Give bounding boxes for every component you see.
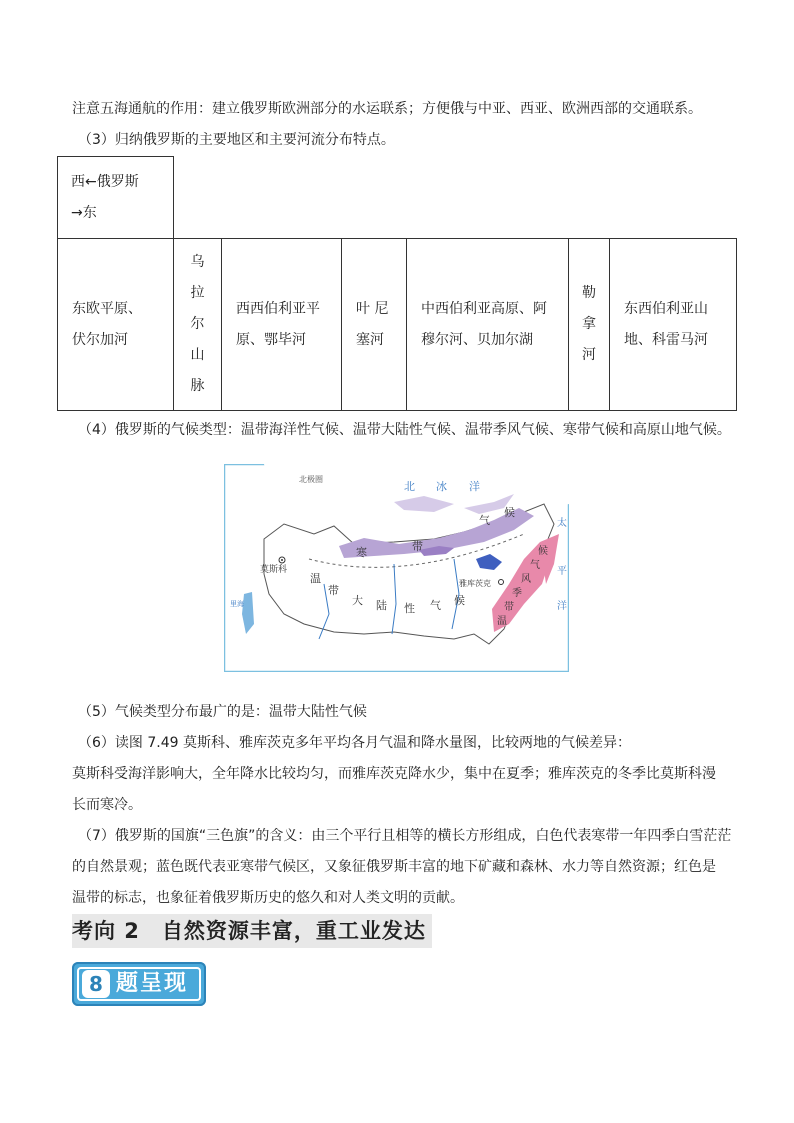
cell-char: 山 <box>190 347 205 363</box>
climate-label: 温 <box>497 616 507 627</box>
table-header-cell <box>58 157 174 239</box>
cell-text: 叶 尼 <box>356 300 389 317</box>
cell-char: 勒 <box>582 285 596 301</box>
cell-text: 地、科雷马河 <box>624 331 708 348</box>
yakutsk-label: 雅库茨克 <box>459 579 491 588</box>
cell-char: 脉 <box>190 378 205 394</box>
climate-label: 性 <box>404 603 415 615</box>
q7-line1: （7）俄罗斯的国旗“三色旗”的含义：由三个平行且相等的横长方形组成，白色代表寒带一年四季白雪茫茫 <box>78 828 732 844</box>
q5-line: （5）气候类型分布最广的是：温带大陆性气候 <box>78 704 367 720</box>
cell-text: 东西伯利亚山 <box>624 300 708 317</box>
moscow-label: 莫斯科 <box>260 564 288 574</box>
table-header-line2: →东 <box>71 204 97 221</box>
q6-line: （6）读图 7.49 莫斯科、雅库茨克多年平均各月气温和降水量图，比较两地的气候差异： <box>78 735 631 751</box>
ocean-label: 平 <box>557 566 567 577</box>
cell-char: 尔 <box>190 316 205 332</box>
cell-lena <box>569 239 610 411</box>
cell-text: 中西伯利亚高原、阿 <box>421 300 547 317</box>
ocean-label: 洋 <box>557 601 567 612</box>
climate-label: 气 <box>430 600 441 612</box>
climate-label: 气 <box>479 515 490 527</box>
cell-char: 拿 <box>582 316 596 332</box>
cell-ural <box>174 239 222 411</box>
question-badge <box>72 962 206 1006</box>
cell-char: 拉 <box>190 285 205 301</box>
cell-char: 乌 <box>190 254 205 270</box>
badge-number-icon: 8 <box>82 970 110 998</box>
cell-text: 东欧平原、 <box>72 300 142 317</box>
heading-prefix: 考向 2 <box>72 919 140 943</box>
q4-line: （4）俄罗斯的气候类型：温带海洋性气候、温带大陆性气候、温带季风气候、寒带气候和高原山地气候。 <box>78 422 731 438</box>
q7-line3: 温带的标志，也象征着俄罗斯历史的悠久和对人类文明的贡献。 <box>72 890 464 906</box>
climate-label: 候 <box>504 507 515 519</box>
russia-climate-map <box>224 464 569 672</box>
table-header-line1: 西←俄罗斯 <box>71 173 139 190</box>
q6-answer-line2: 长而寒冷。 <box>72 797 142 813</box>
ocean-label: 太 <box>557 518 567 529</box>
cell-yenisei <box>342 239 407 411</box>
cell-west-siberia <box>222 239 342 411</box>
cell-text: 伏尔加河 <box>72 331 128 348</box>
cell-central-siberia <box>407 239 569 411</box>
heading-title: 自然资源丰富，重工业发达 <box>161 919 426 943</box>
region-river-table <box>57 156 737 411</box>
climate-label: 温 <box>310 573 321 585</box>
sea-label: 里海 <box>230 601 244 608</box>
section-heading <box>72 914 432 948</box>
climate-label: 大 <box>352 595 363 607</box>
cell-char: 河 <box>582 347 596 363</box>
cell-east-siberia <box>610 239 737 411</box>
cell-text: 西西伯利亚平 <box>236 300 320 317</box>
climate-label: 带 <box>412 541 423 553</box>
q6-answer-line1: 莫斯科受海洋影响大，全年降水比较均匀，而雅库茨克降水少，集中在夏季；雅库茨克的冬季比莫斯科漫 <box>72 766 716 782</box>
ocean-label: 洋 <box>469 481 480 493</box>
q7-line2: 的自然景观；蓝色既代表亚寒带气候区，又象征俄罗斯丰富的地下矿藏和森林、水力等自然资源；红色是 <box>72 859 716 875</box>
climate-label: 带 <box>504 602 514 613</box>
note-line: 注意五海通航的作用：建立俄罗斯欧洲部分的水运联系；方便俄与中亚、西亚、欧洲西部的交通联系。 <box>72 101 702 117</box>
cell-text: 穆尔河、贝加尔湖 <box>421 331 533 348</box>
q3-line: （3）归纳俄罗斯的主要地区和主要河流分布特点。 <box>78 132 395 148</box>
cell-text: 原、鄂毕河 <box>236 331 306 348</box>
climate-label: 寒 <box>356 547 367 559</box>
climate-label: 候 <box>538 546 548 557</box>
cell-east-european-plain <box>58 239 174 411</box>
climate-label: 带 <box>328 585 339 597</box>
cell-text: 塞河 <box>356 331 384 348</box>
climate-label: 风 <box>521 574 531 585</box>
ocean-label: 冰 <box>436 481 447 493</box>
ocean-label: 北 <box>404 481 415 493</box>
arctic-circle-label: 北极圈 <box>299 475 323 484</box>
climate-label: 候 <box>454 595 465 607</box>
climate-label: 气 <box>530 560 540 571</box>
climate-label: 季 <box>512 588 522 599</box>
badge-label: 题呈现 <box>116 971 189 996</box>
climate-label: 陆 <box>376 600 387 612</box>
